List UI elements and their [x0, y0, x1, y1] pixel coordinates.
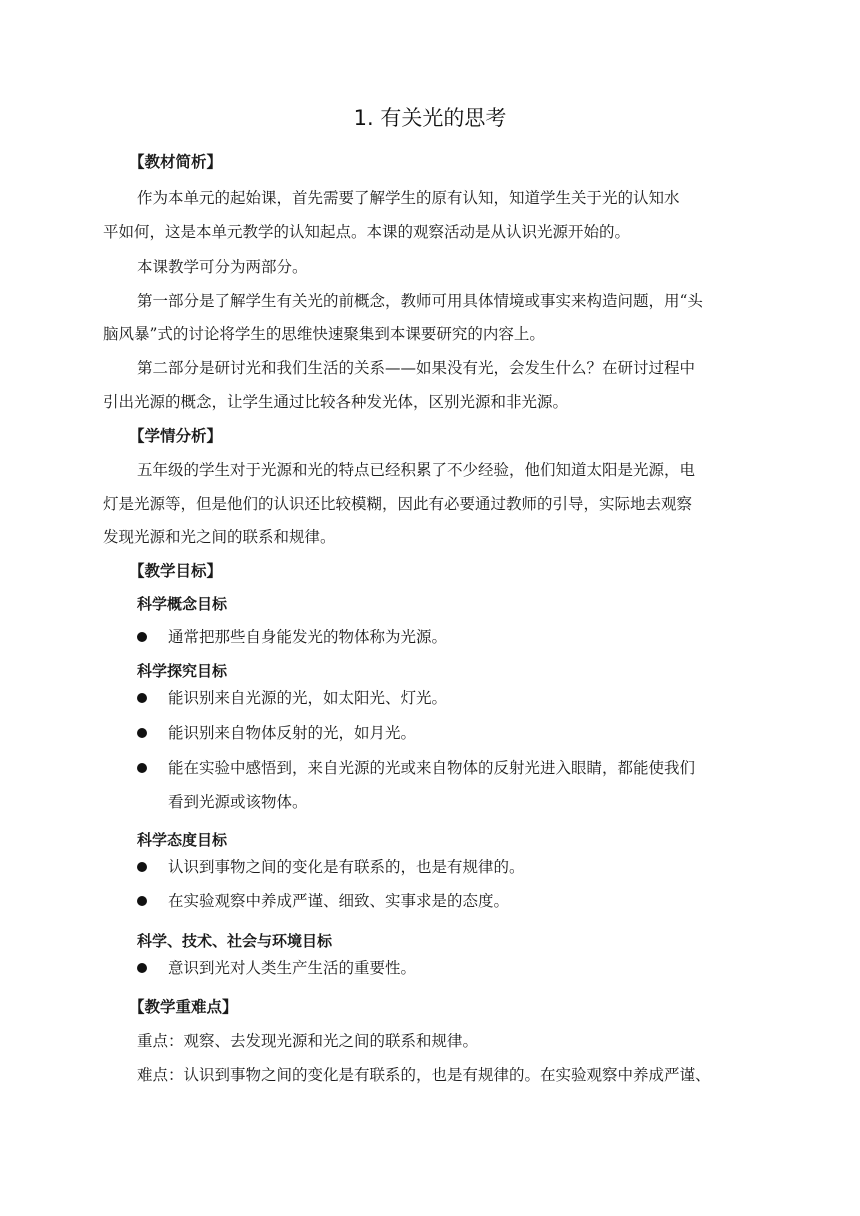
paragraph-line: 难点：认识到事物之间的变化是有联系的，也是有规律的。在实验观察中养成严谨、: [137, 1066, 711, 1084]
bullet-item: 意识到光对人类生产生活的重要性。: [168, 959, 417, 977]
paragraph-line: 五年级的学生对于光源和光的特点已经积累了不少经验，他们知道太阳是光源，电: [137, 461, 696, 479]
subheading-attitude-goals: 科学态度目标: [137, 831, 228, 849]
bullet-item: 能识别来自物体反射的光，如月光。: [168, 724, 417, 742]
page-title: 1. 有关光的思考: [353, 106, 507, 130]
bullet-icon: [137, 693, 147, 703]
bullet-item: 在实验观察中养成严谨、细致、实事求是的态度。: [168, 892, 510, 910]
paragraph-line: 脑风暴”式的讨论将学生的思维快速聚集到本课要研究的内容上。: [103, 325, 545, 343]
section-heading-goals: 【教学目标】: [129, 562, 223, 580]
bullet-item-continuation: 看到光源或该物体。: [168, 793, 308, 811]
subheading-sts-goals: 科学、技术、社会与环境目标: [137, 932, 333, 950]
paragraph-line: 第一部分是了解学生有关光的前概念，教师可用具体情境或事实来构造问题，用“头: [137, 292, 703, 310]
bullet-item: 认识到事物之间的变化是有联系的，也是有规律的。: [168, 858, 525, 876]
bullet-icon: [137, 963, 147, 973]
paragraph-line: 本课教学可分为两部分。: [137, 258, 308, 276]
bullet-item: 能在实验中感悟到，来自光源的光或来自物体的反射光进入眼睛，都能使我们: [168, 759, 696, 777]
section-heading-analysis: 【教材简析】: [129, 153, 223, 171]
paragraph-line: 第二部分是研讨光和我们生活的关系——如果没有光，会发生什么？在研讨过程中: [137, 359, 696, 377]
paragraph-line: 引出光源的概念，让学生通过比较各种发光体，区别光源和非光源。: [103, 393, 569, 411]
section-heading-students: 【学情分析】: [129, 427, 223, 445]
paragraph-line: 重点：观察、去发现光源和光之间的联系和规律。: [137, 1032, 479, 1050]
paragraph-line: 平如何，这是本单元教学的认知起点。本课的观察活动是从认识光源开始的。: [103, 223, 631, 241]
bullet-item: 通常把那些自身能发光的物体称为光源。: [168, 628, 448, 646]
bullet-icon: [137, 896, 147, 906]
bullet-icon: [137, 862, 147, 872]
paragraph-line: 作为本单元的起始课，首先需要了解学生的原有认知，知道学生关于光的认知水: [137, 189, 680, 207]
bullet-icon: [137, 632, 147, 642]
bullet-item: 能识别来自光源的光，如太阳光、灯光。: [168, 689, 448, 707]
bullet-icon: [137, 763, 147, 773]
bullet-icon: [137, 728, 147, 738]
paragraph-line: 发现光源和光之间的联系和规律。: [103, 528, 336, 546]
subheading-inquiry-goals: 科学探究目标: [137, 662, 228, 680]
subheading-concept-goals: 科学概念目标: [137, 595, 228, 613]
paragraph-line: 灯是光源等，但是他们的认识还比较模糊，因此有必要通过教师的引导，实际地去观察: [103, 495, 693, 513]
section-heading-keypoints: 【教学重难点】: [129, 998, 238, 1016]
